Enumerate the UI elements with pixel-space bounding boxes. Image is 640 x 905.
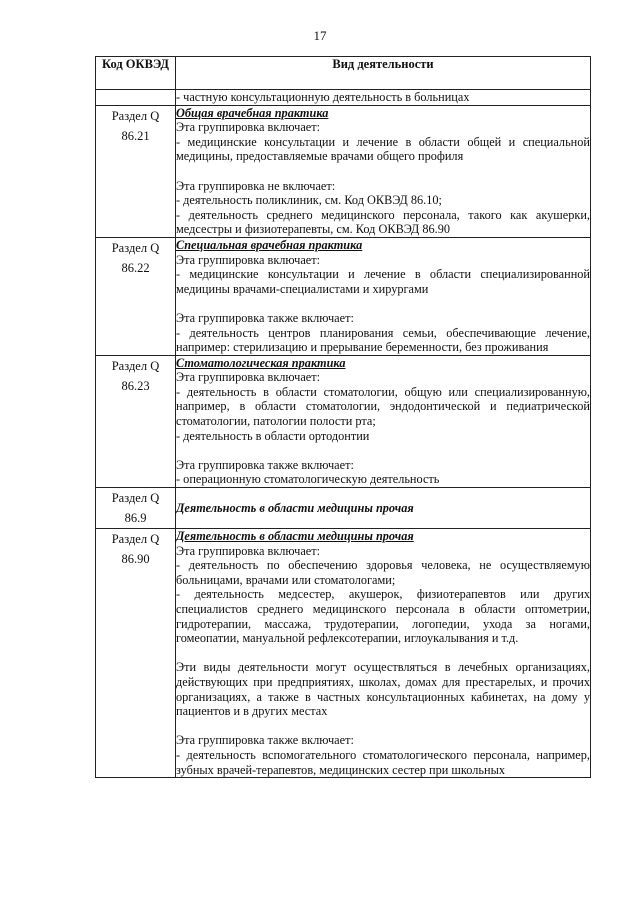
description-line: Эта группировка не включает: xyxy=(176,178,336,193)
description-line: - деятельность в области ортодонтии xyxy=(176,428,370,443)
spacer xyxy=(176,296,590,311)
description-line: - деятельность центров планирования семьи, обеспечивающие лечение, например: стерилизацию и прерывание беременности, без проживания xyxy=(176,325,590,355)
section-title: Специальная врачебная практика xyxy=(176,237,363,252)
code-section: Раздел Q xyxy=(111,240,160,255)
table-row xyxy=(96,529,591,778)
description-line: Эта группировка включает: xyxy=(176,252,321,267)
description-line: - деятельность среднего медицинского персонала, такого как акушерки, медсестры и физиотерапевты, см. Код ОКВЭД 86.90 xyxy=(176,207,590,237)
code-cell xyxy=(96,237,176,355)
description-cell xyxy=(176,105,591,237)
spacer xyxy=(176,443,590,458)
continuation-text: - частную консультационную деятельность в больницах xyxy=(176,90,591,106)
table-row xyxy=(96,355,591,487)
description-line: Эта группировка также включает: xyxy=(176,733,354,748)
page-number: 17 xyxy=(313,28,327,43)
code-number: 86.21 xyxy=(121,128,150,143)
continuation-code-cell xyxy=(96,90,176,106)
header-code: Код ОКВЭД xyxy=(96,57,176,90)
description-line: Эта группировка также включает: xyxy=(176,310,354,325)
spacer xyxy=(176,164,590,179)
table-row xyxy=(96,237,591,355)
code-number: 86.9 xyxy=(124,511,147,526)
section-title: Деятельность в области медицины прочая xyxy=(176,529,414,544)
code-number: 86.22 xyxy=(121,260,150,275)
header-activity: Вид деятельности xyxy=(176,57,591,90)
code-section: Раздел Q xyxy=(111,532,160,547)
description-line: - операционную стоматологическую деятельность xyxy=(176,472,440,487)
description-line: - деятельность медсестер, акушерок, физиотерапевтов или других специалистов среднего медицинского персонала в области оптометрии, гидротерапии, массажа, трудотерапии, логопедии, ухода за ногами, гомеопатии, мануальной рефлексотерапии, иглоукалывания и т.д. xyxy=(176,587,590,646)
table-row xyxy=(96,105,591,237)
description-line: - деятельность в области стоматологии, общую или специализированную, например, в области стоматологии, эндодонтической и педиатрической стоматологии, патологии полости рта; xyxy=(176,384,590,429)
table-header-row xyxy=(96,57,591,90)
code-cell xyxy=(96,355,176,487)
description-cell xyxy=(176,355,591,487)
code-section: Раздел Q xyxy=(111,491,160,506)
description-line: - медицинские консультации и лечение в области специализированной медицины врачами-специалистами и хирургами xyxy=(176,267,590,296)
description-cell xyxy=(176,529,591,778)
spacer xyxy=(176,719,590,734)
code-cell xyxy=(96,488,176,529)
description-line: - деятельность вспомогательного стоматологического персонала, например, зубных врачей-терапевтов, медицинских сестер при школьных xyxy=(176,747,590,777)
section-title: Деятельность в области медицины прочая xyxy=(176,500,414,515)
description-line: Эти виды деятельности могут осуществляться в лечебных организациях, действующих при предприятиях, школах, домах для престарелых, и прочих организациях, а также в частных консультационных кабинетах, на дому у пациентов и в других местах xyxy=(176,660,590,719)
description-line: - медицинские консультации и лечение в области общей и специальной медицины, предоставляемые врачами общего профиля xyxy=(176,134,590,164)
description-line: Эта группировка включает: xyxy=(176,543,321,558)
section-title: Общая врачебная практика xyxy=(176,105,329,120)
table-row xyxy=(96,488,591,529)
okved-table xyxy=(95,56,591,778)
description-line: Эта группировка также включает: xyxy=(176,457,354,472)
description-line: - деятельность поликлиник, см. Код ОКВЭД 86.10; xyxy=(176,193,442,208)
description-line: Эта группировка включает: xyxy=(176,120,321,135)
code-cell xyxy=(96,105,176,237)
spacer xyxy=(176,646,590,661)
description-cell xyxy=(176,488,591,529)
description-line: Эта группировка включает: xyxy=(176,370,321,385)
section-title: Стоматологическая практика xyxy=(176,355,346,370)
code-section: Раздел Q xyxy=(111,358,160,373)
continuation-row xyxy=(96,90,591,106)
description-line: - деятельность по обеспечению здоровья человека, не осуществляемую больницами, врачами или стоматологами; xyxy=(176,558,590,587)
code-section: Раздел Q xyxy=(111,108,160,123)
code-number: 86.23 xyxy=(121,378,150,393)
description-cell xyxy=(176,237,591,355)
code-cell xyxy=(96,529,176,778)
code-number: 86.90 xyxy=(121,552,150,567)
